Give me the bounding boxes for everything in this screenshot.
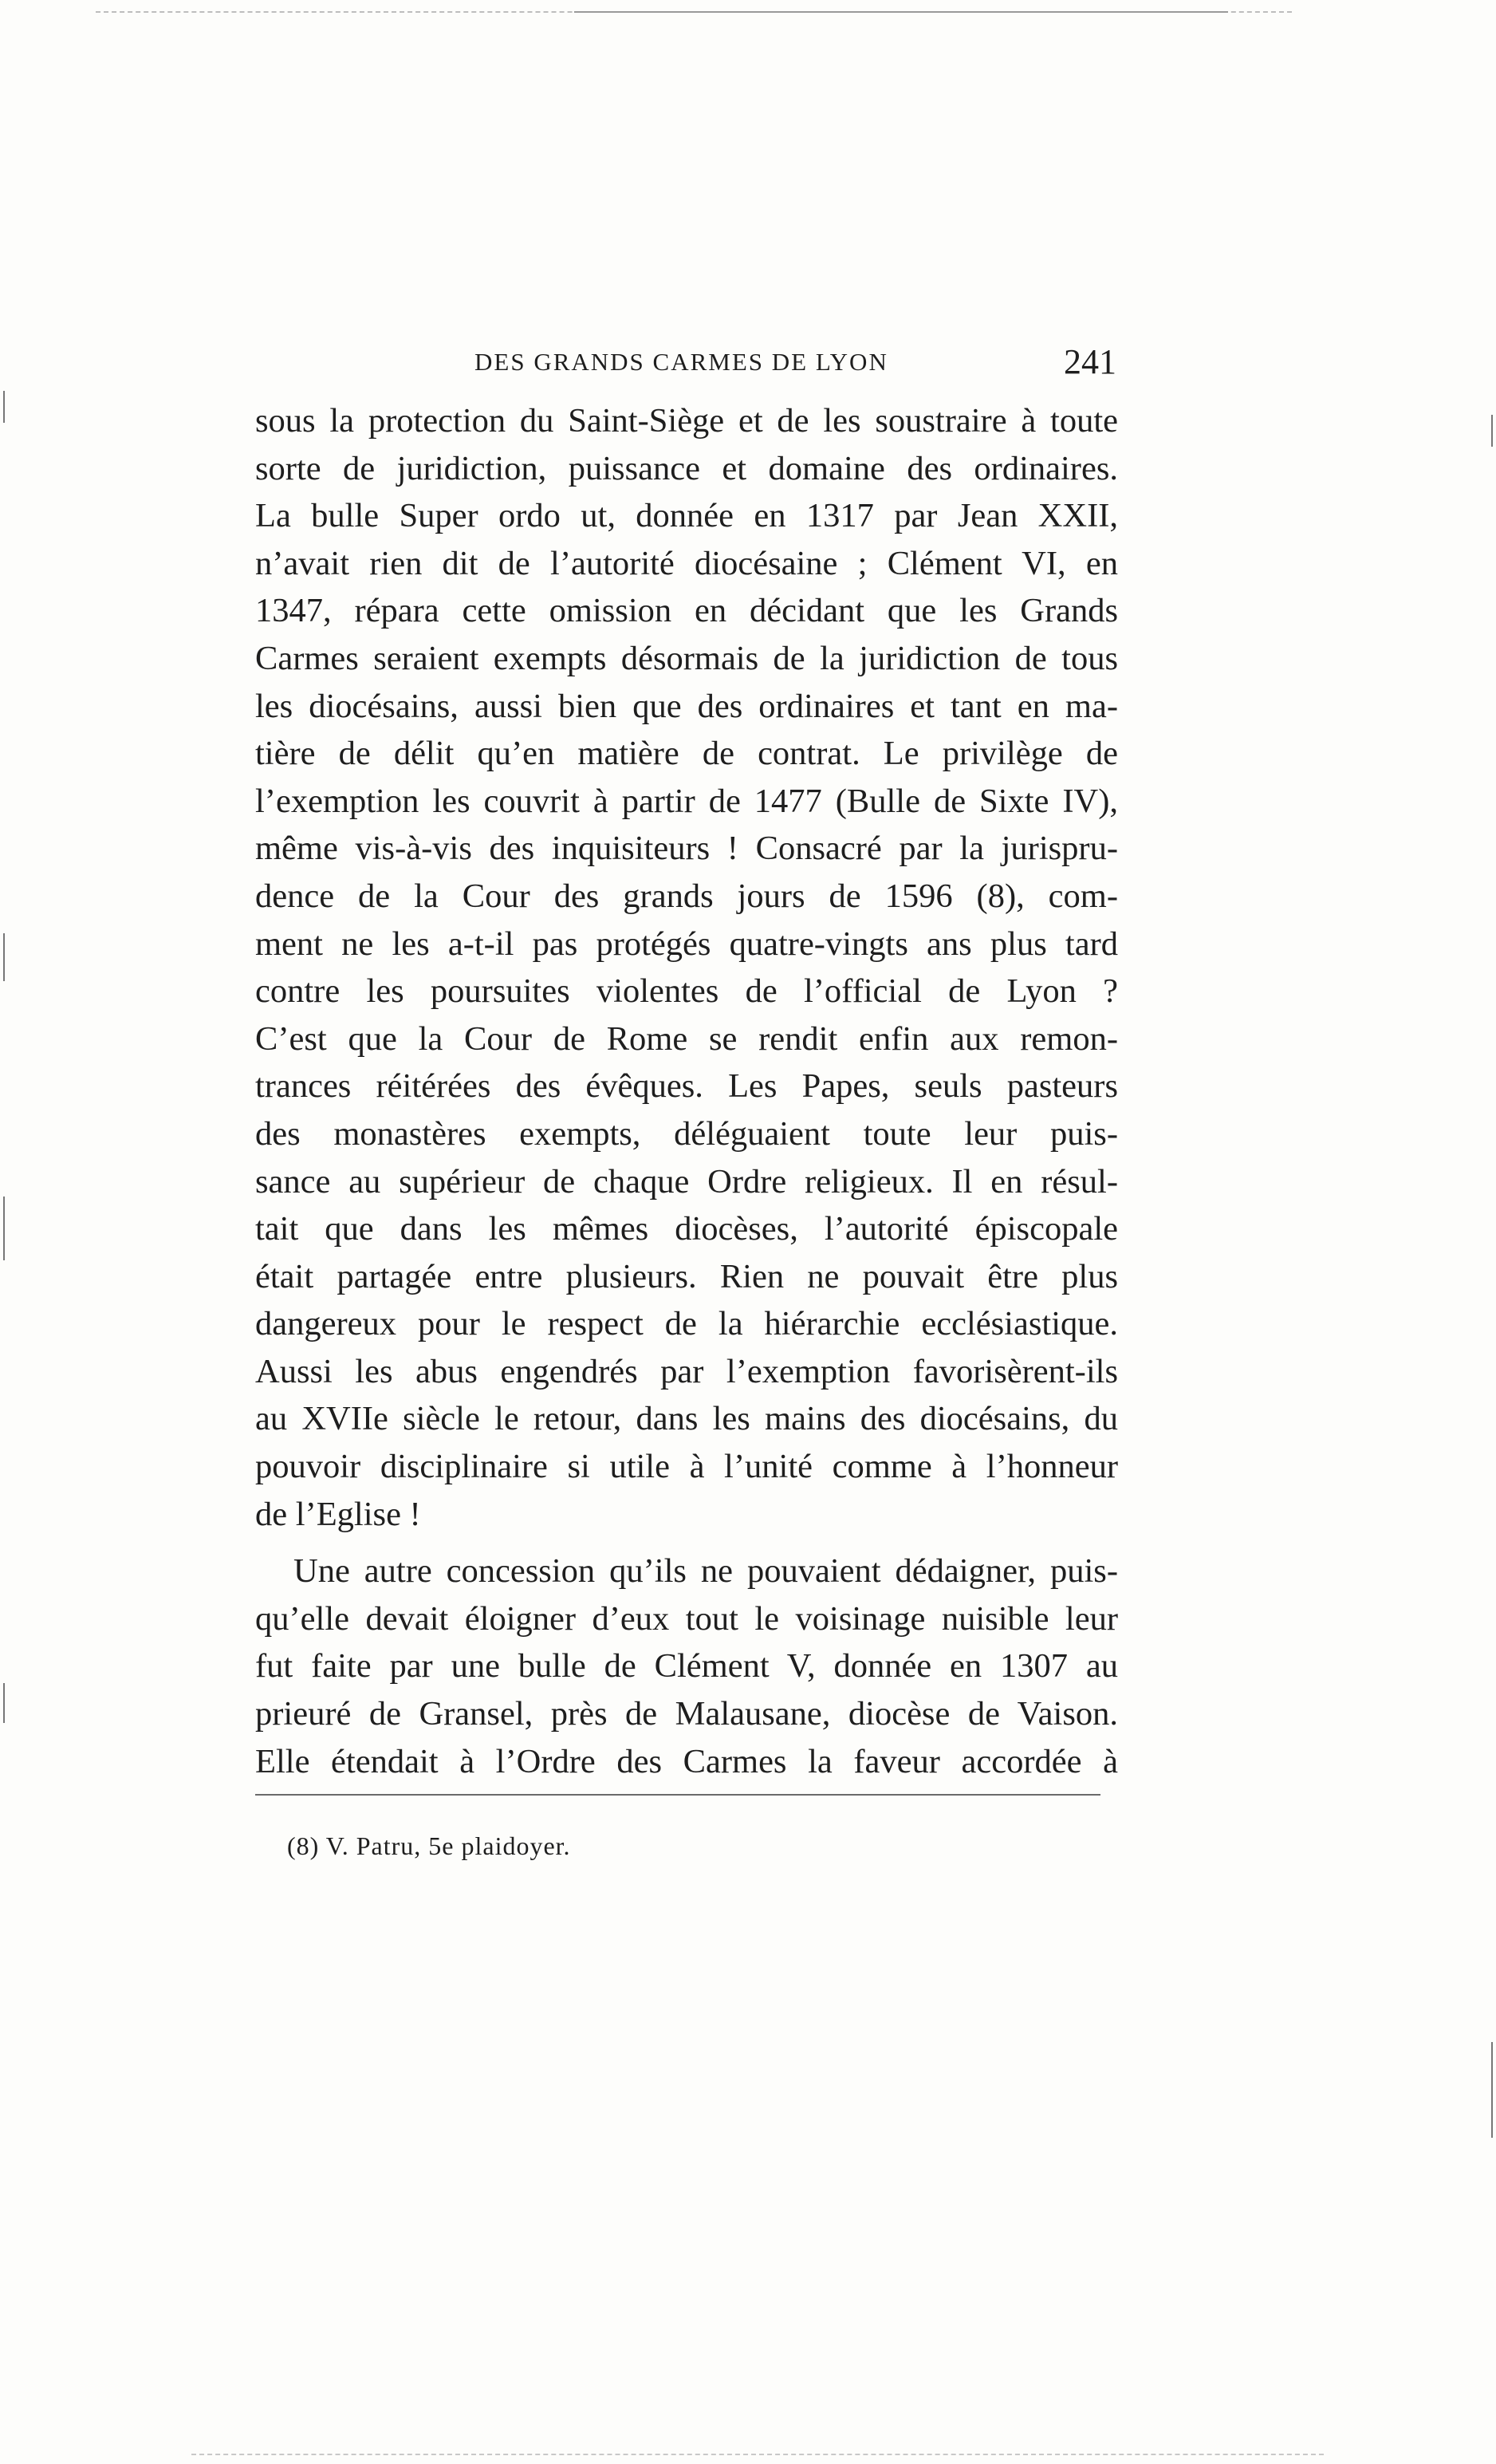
text-line: au XVIIe siècle le retour, dans les mains des diocésains, du	[255, 1400, 1118, 1438]
text-line: était partagée entre plusieurs. Rien ne pouvait être plus	[255, 1257, 1118, 1295]
body-text	[255, 397, 1118, 1785]
text-line: même vis-à-vis des inquisiteurs ! Consacré par la jurispru-	[255, 830, 1118, 868]
running-title: DES GRANDS CARMES DE LYON	[474, 348, 888, 376]
text-line: Aussi les abus engendrés par l’exemption favorisèrent-ils	[255, 1352, 1118, 1390]
text-line: sance au supérieur de chaque Ordre religieux. Il en résul-	[255, 1162, 1118, 1200]
text-line: C’est que la Cour de Rome se rendit enfin aux remon-	[255, 1019, 1118, 1058]
text-line: fut faite par une bulle de Clément V, donnée en 1307 au	[255, 1647, 1118, 1685]
text-line: Carmes seraient exempts désormais de la juridiction de tous	[255, 639, 1118, 677]
scan-artifact-bottom	[191, 2454, 1324, 2455]
scan-edge-mark	[1491, 2042, 1493, 2138]
footnote-rule	[255, 1794, 1100, 1796]
text-line: prieuré de Gransel, près de Malausane, diocèse de Vaison.	[255, 1695, 1118, 1733]
text-line: 1347, répara cette omission en décidant que les Grands	[255, 592, 1118, 630]
text-line: pouvoir disciplinaire si utile à l’unité comme à l’honneur	[255, 1448, 1118, 1486]
page-header	[255, 341, 1116, 389]
scan-edge-mark	[3, 1197, 5, 1260]
text-line: tait que dans les mêmes diocèses, l’autorité épiscopale	[255, 1210, 1118, 1248]
text-line: trances réitérées des évêques. Les Papes, seuls pasteurs	[255, 1067, 1118, 1106]
scan-edge-mark	[3, 933, 5, 981]
scan-artifact-top-rule	[574, 11, 1228, 13]
text-line: Elle étendait à l’Ordre des Carmes la faveur accordée à	[255, 1742, 1118, 1780]
text-line: des monastères exempts, déléguaient toute leur puis-	[255, 1114, 1118, 1153]
page-number: 241	[1064, 342, 1116, 381]
text-line: qu’elle devait éloigner d’eux tout le voisinage nuisible leur	[255, 1599, 1118, 1638]
text-line: La bulle Super ordo ut, donnée en 1317 par Jean XXII,	[255, 497, 1118, 535]
scan-edge-mark	[3, 391, 5, 423]
text-line: contre les poursuites violentes de l’official de Lyon ?	[255, 972, 1118, 1011]
footnote: (8) V. Patru, 5e plaidoyer.	[287, 1831, 571, 1860]
text-line: n’avait rien dit de l’autorité diocésaine ; Clément VI, en	[255, 544, 1118, 582]
paragraph	[255, 1547, 1118, 1785]
text-line: Une autre concession qu’ils ne pouvaient dédaigner, puis-	[293, 1552, 1118, 1591]
text-line: ment ne les a-t-il pas protégés quatre-vingts ans plus tard	[255, 924, 1118, 963]
paragraph	[255, 397, 1118, 1538]
text-line: dence de la Cour des grands jours de 1596 (8), com-	[255, 877, 1118, 915]
text-line: tière de délit qu’en matière de contrat. Le privilège de	[255, 735, 1118, 773]
scan-edge-mark	[3, 1683, 5, 1723]
text-line: l’exemption les couvrit à partir de 1477 (Bulle de Sixte IV),	[255, 782, 1118, 820]
text-line: dangereux pour le respect de la hiérarchie ecclésiastique.	[255, 1305, 1118, 1343]
text-line: de l’Eglise !	[255, 1495, 421, 1533]
text-line: sous la protection du Saint-Siège et de les soustraire à toute	[255, 402, 1118, 440]
text-line: sorte de juridiction, puissance et domaine des ordinaires.	[255, 449, 1118, 487]
text-line: les diocésains, aussi bien que des ordinaires et tant en ma-	[255, 687, 1118, 725]
scan-edge-mark	[1491, 415, 1493, 447]
